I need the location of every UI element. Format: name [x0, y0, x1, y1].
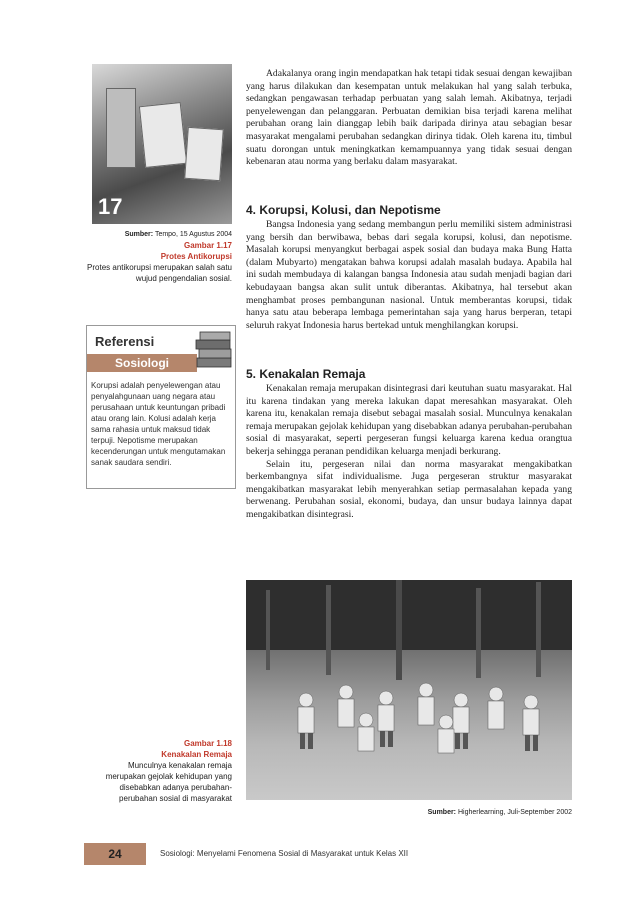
- figure1-number: Gambar 1.17: [183, 241, 232, 250]
- figure2-number: Gambar 1.18: [183, 739, 232, 748]
- figure2-title: Kenakalan Remaja: [161, 750, 232, 759]
- protest-photo: 17: [92, 64, 232, 224]
- figure1-title: Protes Antikorupsi: [160, 252, 232, 261]
- sosiologi-label: Sosiologi: [87, 354, 197, 372]
- students-photo: [246, 580, 572, 800]
- korupsi-paragraph: Bangsa Indonesia yang sedang membangun perlu memiliki sistem administrasi yang bersih dan berwibawa, bebas dari segala korupsi, kolusi, dan nepotisme. Masalah korupsi menyangkut berbagai aspek sosial dan budaya maka Bung Hatta (dalam Mubyarto) mengatakan bahwa korupsi adalah masalah budaya. Apabila hal ini sudah membudaya di kalangan bangsa Indonesia atau sudah menjadi bagian dari kebudayaan bangsa akan sulit untuk diberantas. Akibatnya, hal tersebut akan menghambat proses pembangunan nasional. Untuk memberantas korupsi, tidak hanya satu atau beberapa lembaga pemerintahan saja yang harus berperan, tetapi seluruh rakyat Indonesia harus bertekad untuk menghilangkan korupsi.: [246, 219, 572, 331]
- kenakalan-paragraphs: Kenakalan remaja merupakan disintegrasi dari keutuhan suatu masyarakat. Hal itu karena tindakan yang mereka lakukan dapat meresahkan masyarakat. Oleh karena itu, kenakalan remaja disebut sebagai masalah sosial. Munculnya kenakalan remaja merupakan gejolak kehidupan yang disebabkan adanya perubahan-perubahan sosial di masyarakat, seperti pergeseran fungsi keluarga karena kedua orangtua bekerja sehingga peranan pendidikan keluarga menjadi berkurang. Selain itu, pergeseran nilai dan norma masyarakat mengakibatkan berkembangnya sifat individualisme. Juga pergeseran struktur masyarakat mengakibatkan masyarakat lebih menyerahkan setiap permasalahan kepada yang berwenang. Perubahan sosial, ekonomi, budaya, dan unsur budaya lainnya dapat mengakibatkan disintegrasi.: [246, 383, 572, 520]
- books-icon: [195, 328, 235, 370]
- figure1-source: Sumber: Tempo, 15 Agustus 2004: [124, 231, 232, 238]
- book-title: Sosiologi: Menyelami Fenomena Sosial di Masyarakat untuk Kelas XII: [160, 849, 409, 858]
- figure2-caption: Munculnya kenakalan remaja merupakan gejolak kehidupan yang disebabkan adanya perubahan-perubahan sosial di masyarakat: [105, 761, 232, 803]
- heading-kenakalan-remaja: 5. Kenakalan Remaja: [246, 367, 366, 381]
- figure2-source: Sumber: Higherlearning, Juli-September 2002: [427, 809, 572, 816]
- heading-korupsi: 4. Korupsi, Kolusi, dan Nepotisme: [246, 203, 441, 217]
- referensi-box: [86, 325, 236, 489]
- intro-paragraph: Adakalanya orang ingin mendapatkan hak tetapi tidak sesuai dengan kewajiban yang harus dilakukan dan kesempatan untuk melakukan hal yang salah terbuka, sedangkan pengawasan terhadap perbuatan yang salah lemah. Akibatnya, terjadi penyelewengan dan pelanggaran. Perbuatan demikian bisa terjadi karena melihat perubahan orang lain dianggap lebih baik daripada dirinya atau sebagian besar masyarakat mengalami perubahan sedangkan dirinya tidak. Oleh karena itu, timbul suatu dorongan untuk meningkatkan kemampuannya yang tidak sesuai dengan kebenaran atau norma yang berlaku dalam masyarakat.: [246, 68, 572, 168]
- referensi-text: Korupsi adalah penyelewengan atau penyalahgunaan uang negara atau perusahaan untuk keuntungan pribadi atau orang lain. Kolusi adalah kerja sama rahasia untuk maksud tidak terpuji. Nepotisme merupakan kecenderungan untuk mengutamakan sanak saudara sendiri.: [91, 381, 226, 467]
- referensi-title: Referensi: [95, 334, 155, 349]
- figure1-caption: Protes antikorupsi merupakan salah satu wujud pengendalian sosial.: [87, 263, 232, 283]
- page-number: 24: [84, 843, 146, 865]
